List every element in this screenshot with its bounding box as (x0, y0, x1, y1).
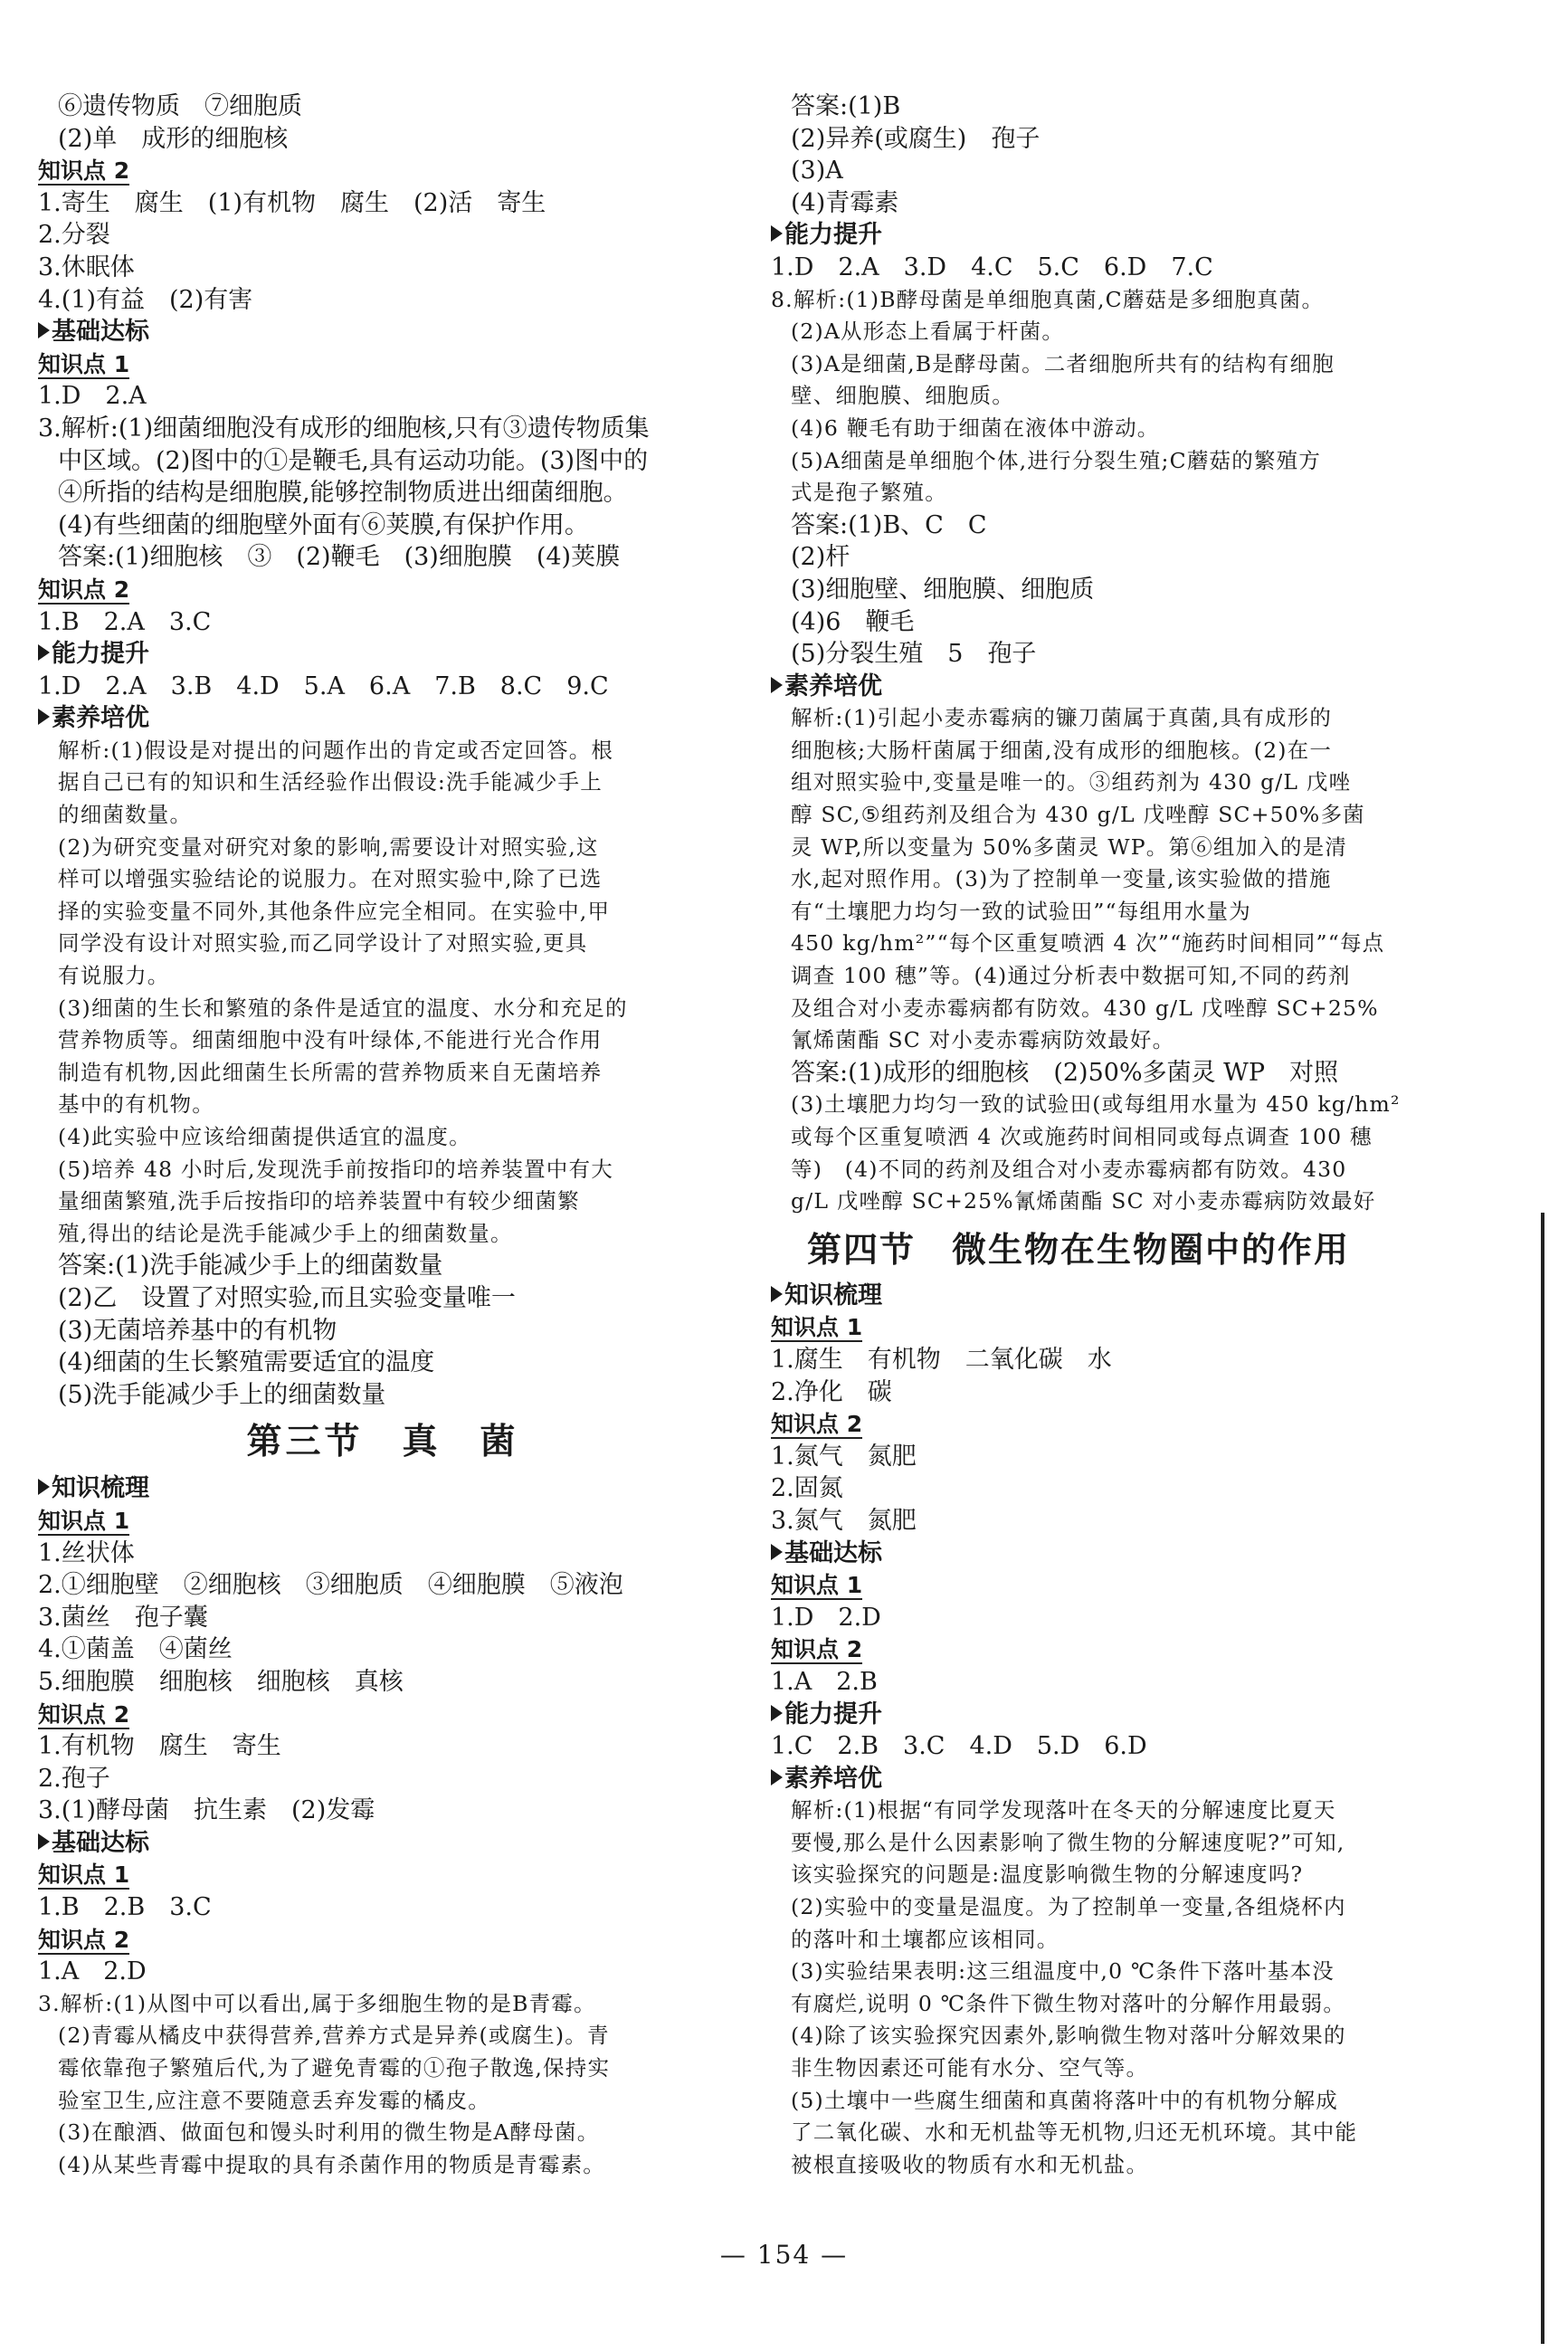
text-line: 式是孢子繁殖。 (791, 480, 947, 506)
text-line: 灵 WP,所以变量为 50%多菌灵 WP。第⑥组加入的是清 (791, 833, 1348, 860)
text-line: 基中的有机物。 (58, 1091, 214, 1118)
text-line: 细胞核;大肠杆菌属于细菌,没有成形的细胞核。(2)在一 (791, 737, 1333, 763)
text-line: (4)细菌的生长繁殖需要适宜的温度 (58, 1348, 435, 1377)
text-line: (4)此实验中应该给细菌提供适宜的温度。 (58, 1124, 471, 1149)
text-line: ④所指的结构是细胞膜,能够控制物质进出细菌细胞。 (58, 479, 628, 508)
text-line: (4)6 鞭毛有助于细菌在液体中游动。 (791, 414, 1160, 441)
text-line: 3.菌丝 孢子囊 (38, 1603, 208, 1632)
text-line: 450 kg/hm²”“每个区重复喷洒 4 次”“施药时间相同”“每点 (791, 930, 1385, 957)
text-line: 解析:(1)引起小麦赤霉病的镰刀菌属于真菌,具有成形的 (791, 705, 1333, 731)
text-line: 该实验探究的问题是:温度影响微生物的分解速度吗? (791, 1862, 1304, 1888)
chapter-title: 第四节 微生物在生物圈中的作用 (807, 1229, 1351, 1270)
text-line: 1.A 2.D (38, 1957, 147, 1986)
section-heading: 素养培优 (771, 671, 1459, 703)
text-line: (2)A从形态上看属于杆菌。 (791, 319, 1065, 345)
text-line: 1.D 2.A 3.D 4.C 5.C 6.D 7.C (771, 252, 1213, 281)
text-line: (4)除了该实验探究因素外,影响微生物对落叶分解效果的 (791, 2023, 1346, 2049)
text-line: 4.①菌盖 ④菌丝 (38, 1635, 233, 1664)
triangle-bullet-icon (771, 1705, 783, 1721)
section-heading: 素养培优 (771, 1763, 1459, 1795)
text-line: (2)单 成形的细胞核 (58, 124, 289, 153)
text-line: (2)杆 (791, 543, 851, 572)
text-line: 据自己已有的知识和生活经验作出假设:洗手能减少手上 (58, 769, 603, 795)
knowledge-point-label: 知识点 1 (38, 1862, 130, 1889)
text-line: 被根直接吸收的物质有水和无机盐。 (791, 2151, 1149, 2177)
text-line: 等) (4)不同的药剂及组合对小麦赤霉病都有防效。430 (791, 1156, 1347, 1182)
triangle-bullet-icon (771, 677, 783, 693)
text-line: 8.解析:(1)B酵母菌是单细胞真菌,C蘑菇是多细胞真菌。 (771, 286, 1325, 312)
text-line: 1.氮气 氮肥 (771, 1442, 917, 1471)
text-line: 或每个区重复喷洒 4 次或施药时间相同或每点调查 100 穗 (791, 1124, 1373, 1149)
text-line: (4)有些细菌的细胞壁外面有⑥荚膜,有保护作用。 (58, 510, 589, 539)
knowledge-point-label: 知识点 2 (38, 157, 130, 185)
knowledge-point-label: 知识点 1 (771, 1314, 863, 1341)
text-line: 3.(1)酵母菌 抗生素 (2)发霉 (38, 1796, 375, 1825)
text-line: 答案:(1)B、C C (791, 510, 987, 539)
text-line: 组对照实验中,变量是唯一的。③组药剂为 430 g/L 戊唑 (791, 769, 1352, 795)
triangle-bullet-icon (38, 1833, 50, 1850)
triangle-bullet-icon (771, 1544, 783, 1560)
page-edge-line (1541, 1213, 1544, 2344)
text-line: (2)异养(或腐生) 孢子 (791, 124, 1041, 153)
text-line: 4.(1)有益 (2)有害 (38, 285, 253, 314)
section-heading: 能力提升 (771, 1699, 1459, 1731)
knowledge-point-label: 知识点 1 (38, 350, 130, 377)
right-column (771, 90, 1459, 2181)
section-heading: 素养培优 (38, 702, 727, 735)
text-line: (2)为研究变量对研究对象的影响,需要设计对照实验,这 (58, 833, 599, 860)
text-line: 1.D 2.D (771, 1603, 881, 1632)
text-line: 1.寄生 腐生 (1)有机物 腐生 (2)活 寄生 (38, 188, 546, 217)
text-line: (3)A (791, 157, 843, 186)
section-heading: 知识梳理 (38, 1472, 727, 1505)
text-line: 1.有机物 腐生 寄生 (38, 1732, 281, 1761)
text-line: (2)青霉从橘皮中获得营养,营养方式是异养(或腐生)。青 (58, 2023, 610, 2049)
text-line: (3)在酿酒、做面包和馒头时利用的微生物是A酵母菌。 (58, 2119, 600, 2146)
chapter-title: 第三节 真 菌 (246, 1422, 519, 1463)
text-line: 中区域。(2)图中的①是鞭毛,具有运动功能。(3)图中的 (58, 446, 649, 475)
text-line: 要慢,那么是什么因素影响了微生物的分解速度呢?”可知, (791, 1829, 1345, 1855)
text-line: (2)实验中的变量是温度。为了控制单一变量,各组烧杯内 (791, 1894, 1346, 1920)
section-heading: 能力提升 (38, 638, 727, 671)
text-line: 有腐烂,说明 0 ℃条件下微生物对落叶的分解作用最弱。 (791, 1990, 1346, 2016)
knowledge-point-label: 知识点 1 (38, 1507, 130, 1534)
text-line: (3)无菌培养基中的有机物 (58, 1316, 337, 1345)
text-line: 答案:(1)细胞核 ③ (2)鞭毛 (3)细胞膜 (4)荚膜 (58, 543, 621, 572)
text-line: 1.B 2.B 3.C (38, 1893, 212, 1922)
text-line: 1.B 2.A 3.C (38, 607, 212, 636)
text-line: 有“土壤肥力均匀一致的试验田”“每组用水量为 (791, 898, 1251, 924)
text-line: 2.固氮 (771, 1474, 843, 1503)
text-line: 3.解析:(1)从图中可以看出,属于多细胞生物的是B青霉。 (38, 1990, 596, 2016)
text-line: (5)洗手能减少手上的细菌数量 (58, 1380, 386, 1409)
text-line: 的落叶和土壤都应该相同。 (791, 1926, 1060, 1952)
text-line: 氰烯菌酯 SC 对小麦赤霉病防效最好。 (791, 1027, 1175, 1053)
text-line: (5)培养 48 小时后,发现洗手前按指印的培养装置中有大 (58, 1156, 613, 1182)
section-heading: 基础达标 (771, 1538, 1459, 1570)
text-line: 2.分裂 (38, 221, 110, 250)
text-line: 3.休眠体 (38, 252, 135, 281)
triangle-bullet-icon (38, 1479, 50, 1495)
text-line: 3.解析:(1)细菌细胞没有成形的细胞核,只有③遗传物质集 (38, 414, 650, 443)
left-column (38, 90, 727, 2181)
triangle-bullet-icon (38, 644, 50, 661)
text-line: (4)青霉素 (791, 188, 899, 217)
text-line: 答案:(1)B (791, 92, 901, 120)
text-line: (4)6 鞭毛 (791, 607, 915, 636)
text-line: 样可以增强实验结论的说服力。在对照实验中,除了已选 (58, 866, 603, 892)
text-line: 1.丝状体 (38, 1538, 135, 1567)
text-line: (2)乙 设置了对照实验,而且实验变量唯一 (58, 1283, 516, 1312)
triangle-bullet-icon (771, 225, 783, 242)
text-line: 3.氮气 氮肥 (771, 1506, 917, 1535)
text-line: 壁、细胞膜、细胞质。 (791, 383, 1014, 409)
text-line: 有说服力。 (58, 963, 170, 989)
knowledge-point-label: 知识点 2 (38, 576, 130, 603)
text-line: g/L 戊唑醇 SC+25%氰烯菌酯 SC 对小麦赤霉病防效最好 (791, 1188, 1376, 1214)
text-line: 解析:(1)假设是对提出的问题作出的肯定或否定回答。根 (58, 737, 614, 763)
knowledge-point-label: 知识点 2 (38, 1700, 130, 1728)
text-line: 5.细胞膜 细胞核 细胞核 真核 (38, 1667, 404, 1696)
text-line: 解析:(1)根据“有同学发现落叶在冬天的分解速度比夏天 (791, 1797, 1336, 1824)
section-heading: 基础达标 (38, 1827, 727, 1860)
triangle-bullet-icon (38, 322, 50, 338)
text-line: 的细菌数量。 (58, 802, 193, 828)
text-line: 1.A 2.B (771, 1667, 878, 1696)
text-line: 了二氧化碳、水和无机盐等无机物,归还无机环境。其中能 (791, 2119, 1358, 2146)
knowledge-point-label: 知识点 2 (38, 1926, 130, 1953)
text-line: (3)细菌的生长和繁殖的条件是适宜的温度、水分和充足的 (58, 995, 628, 1021)
text-line: (5)分裂生殖 5 孢子 (791, 640, 1037, 669)
knowledge-point-label: 知识点 1 (771, 1572, 863, 1599)
triangle-bullet-icon (38, 709, 50, 725)
section-heading: 能力提升 (771, 219, 1459, 252)
text-line: 醇 SC,⑤组药剂及组合为 430 g/L 戊唑醇 SC+50%多菌 (791, 802, 1365, 828)
triangle-bullet-icon (771, 1769, 783, 1785)
page-number: — 154 — (719, 2240, 849, 2270)
text-line: 量细菌繁殖,洗手后按指印的培养装置中有较少细菌繁 (58, 1188, 580, 1214)
text-line: 调查 100 穗”等。(4)通过分析表中数据可知,不同的药剂 (791, 963, 1351, 989)
text-line: 1.D 2.A 3.B 4.D 5.A 6.A 7.B 8.C 9.C (38, 671, 609, 700)
text-line: 2.孢子 (38, 1764, 110, 1793)
text-line: 非生物因素还可能有水分、空气等。 (791, 2055, 1149, 2081)
text-line: (5)A细菌是单细胞个体,进行分裂生殖;C蘑菇的繁殖方 (791, 447, 1322, 473)
text-line: 及组合对小麦赤霉病都有防效。430 g/L 戊唑醇 SC+25% (791, 995, 1379, 1021)
text-line: 择的实验变量不同外,其他条件应完全相同。在实验中,甲 (58, 898, 611, 924)
text-line: 水,起对照作用。(3)为了控制单一变量,该实验做的措施 (791, 866, 1332, 892)
text-line: 1.D 2.A (38, 382, 147, 411)
knowledge-point-label: 知识点 2 (771, 1411, 863, 1438)
text-line: 殖,得出的结论是洗手能减少手上的细菌数量。 (58, 1220, 513, 1246)
text-line: (3)实验结果表明:这三组温度中,0 ℃条件下落叶基本没 (791, 1958, 1335, 1985)
text-line: 霉依靠孢子繁殖后代,为了避免青霉的①孢子散逸,保持实 (58, 2055, 611, 2081)
text-line: 2.①细胞壁 ②细胞核 ③细胞质 ④细胞膜 ⑤液泡 (38, 1571, 623, 1600)
section-heading: 基础达标 (38, 316, 727, 348)
section-heading: 知识梳理 (771, 1280, 1459, 1312)
text-line: ⑥遗传物质 ⑦细胞质 (58, 92, 302, 120)
text-line: (3)细胞壁、细胞膜、细胞质 (791, 575, 1095, 604)
text-line: 1.腐生 有机物 二氧化碳 水 (771, 1345, 1112, 1374)
text-line: (3)土壤肥力均匀一致的试验田(或每组用水量为 450 kg/hm² (791, 1091, 1401, 1118)
text-line: 同学没有设计对照实验,而乙同学设计了对照实验,更具 (58, 930, 588, 957)
text-line: 2.净化 碳 (771, 1377, 892, 1406)
knowledge-point-label: 知识点 2 (771, 1636, 863, 1663)
triangle-bullet-icon (771, 1286, 783, 1302)
text-line: (5)土壤中一些腐生细菌和真菌将落叶中的有机物分解成 (791, 2087, 1338, 2113)
text-line: 营养物质等。细菌细胞中没有叶绿体,不能进行光合作用 (58, 1027, 603, 1053)
text-line: (4)从某些青霉中提取的具有杀菌作用的物质是青霉素。 (58, 2151, 605, 2177)
text-line: 答案:(1)成形的细胞核 (2)50%多菌灵 WP 对照 (791, 1058, 1339, 1087)
text-line: (3)A是细菌,B是酵母菌。二者细胞所共有的结构有细胞 (791, 350, 1335, 376)
text-line: 验室卫生,应注意不要随意丢弃发霉的橘皮。 (58, 2087, 490, 2113)
text-line: 1.C 2.B 3.C 4.D 5.D 6.D (771, 1732, 1147, 1761)
text-line: 答案:(1)洗手能减少手上的细菌数量 (58, 1252, 443, 1281)
text-line: 制造有机物,因此细菌生长所需的营养物质来自无菌培养 (58, 1059, 603, 1085)
